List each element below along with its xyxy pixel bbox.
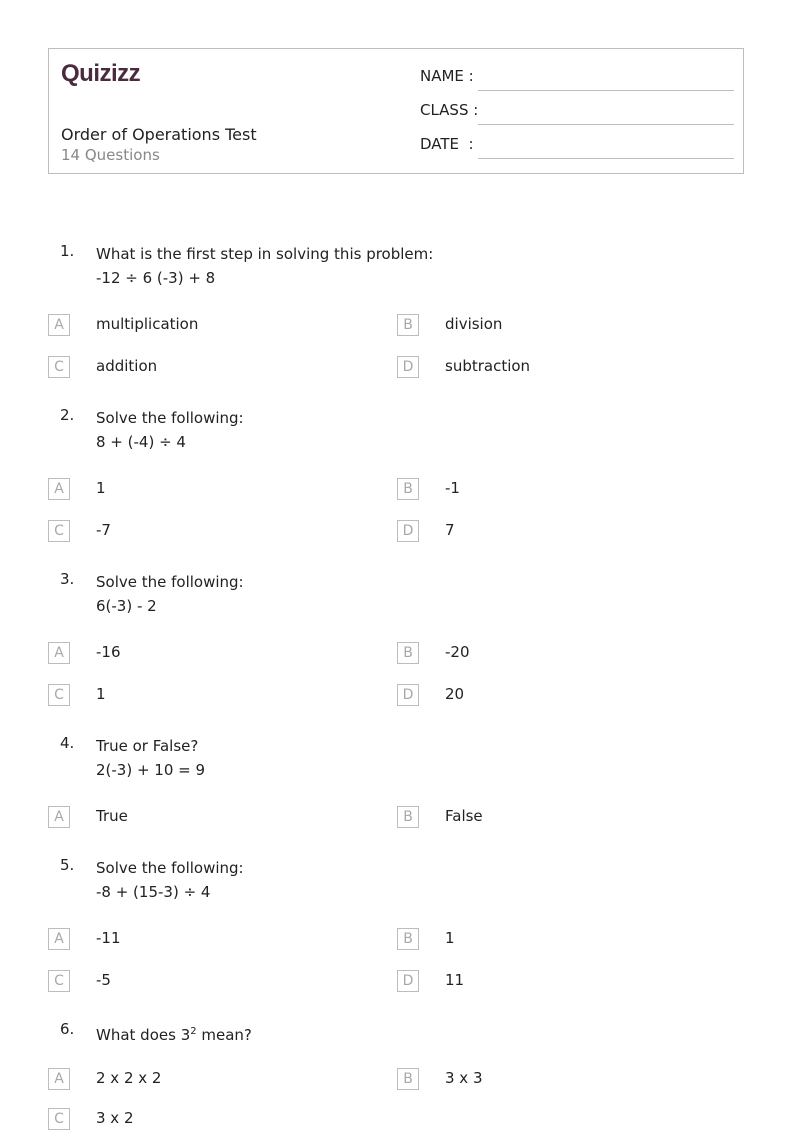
option-letter-box: C [48,684,70,706]
quizizz-logo [61,59,153,87]
worksheet-header [48,48,744,174]
question-text: True or False? 2(-3) + 10 = 9 [96,737,206,779]
date-line[interactable] [478,158,734,159]
option-letter-box: C [48,520,70,542]
option-letter-box: B [397,478,419,500]
option-letter-box: B [397,642,419,664]
class-label: CLASS : [420,101,479,119]
question-number: 1. [60,242,75,260]
option-text: -16 [96,643,121,661]
date-label: DATE : [420,135,474,153]
question-number: 4. [60,734,75,752]
option-letter-box: A [48,314,70,336]
option-text: 3 x 3 [445,1069,483,1087]
worksheet-title: Order of Operations Test [61,125,257,144]
option-text: 1 [96,685,106,703]
option-text: 20 [445,685,465,703]
question-number: 3. [60,570,75,588]
option-text: -1 [445,479,460,497]
option-letter-box: A [48,478,70,500]
option-text: subtraction [445,357,531,375]
class-line[interactable] [478,124,734,125]
option-letter-box: A [48,1068,70,1090]
class-field[interactable] [420,101,734,125]
option-letter-box: B [397,806,419,828]
question-text: What does $3^2$ mean? [96,1026,252,1044]
option-letter-box: B [397,314,419,336]
option-letter-box: C [48,1108,70,1130]
option-letter-box: B [397,1068,419,1090]
option-letter-box: D [397,356,419,378]
option-text: 1 [445,929,455,947]
question-number: 6. [60,1020,75,1038]
date-field[interactable] [420,135,734,159]
option-letter-box: A [48,806,70,828]
option-letter-box: D [397,970,419,992]
option-text: division [445,315,503,333]
option-letter-box: A [48,928,70,950]
option-text: False [445,807,483,825]
question-count: 14 Questions [61,146,160,164]
question-text: Solve the following: 8 + (-4) ÷ 4 [96,409,244,451]
option-text: -11 [96,929,121,947]
question-text: What is the first step in solving this problem: -12 ÷ 6 (-3) + 8 [96,245,434,287]
name-field[interactable] [420,67,734,91]
question-text: Solve the following: -8 + (15-3) ÷ 4 [96,859,244,901]
option-text: 1 [96,479,106,497]
name-label: NAME : [420,67,474,85]
option-text: 3 x 2 [96,1109,134,1127]
option-letter-box: D [397,684,419,706]
option-letter-box: A [48,642,70,664]
option-text: -5 [96,971,111,989]
svg-text:Quizizz: Quizizz [61,60,141,87]
question-number: 5. [60,856,75,874]
option-text: 11 [445,971,465,989]
quizizz-logo-mark [61,59,153,87]
question-number: 2. [60,406,75,424]
option-text: 7 [445,521,455,539]
exponent: 2 [190,1026,197,1037]
option-text: 2 x 2 x 2 [96,1069,162,1087]
option-letter-box: B [397,928,419,950]
question-text: Solve the following: 6(-3) - 2 [96,573,244,615]
option-text: True [96,807,128,825]
option-text: addition [96,357,158,375]
name-line[interactable] [478,90,734,91]
option-text: -7 [96,521,111,539]
option-text: -20 [445,643,470,661]
option-letter-box: D [397,520,419,542]
option-text: multiplication [96,315,199,333]
option-letter-box: C [48,970,70,992]
option-letter-box: C [48,356,70,378]
